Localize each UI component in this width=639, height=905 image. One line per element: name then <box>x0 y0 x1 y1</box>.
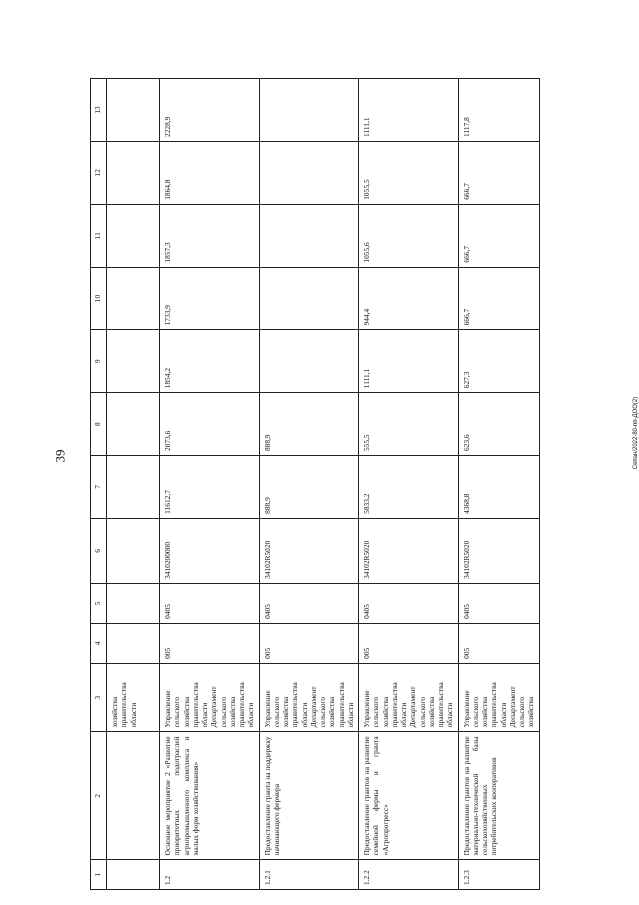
page-number: 39 <box>52 449 68 463</box>
row-c9: 1111,1 <box>359 330 459 393</box>
row-c12: 1055,5 <box>359 141 459 204</box>
row-name: Предоставление грантов на развитие семейной фермы и гранта «Агропрогресс» <box>359 732 459 860</box>
row-c12: 1864,8 <box>160 141 260 204</box>
row-name: Предоставление грантов на развитие материально-технической базы сельскохозяйственных потребительских кооперативов <box>458 732 539 860</box>
row-c4: 005 <box>259 623 359 663</box>
table-row <box>259 79 359 890</box>
row-c12: 666,7 <box>458 141 539 204</box>
column-header: 9 <box>91 330 107 393</box>
column-header: 5 <box>91 583 107 623</box>
column-header: 7 <box>91 456 107 519</box>
row-c4: 005 <box>458 623 539 663</box>
column-header: 3 <box>91 663 107 732</box>
row-c6: 34102R5020 <box>259 518 359 583</box>
row-c7: 5833,2 <box>359 456 459 519</box>
continuation-row <box>107 79 160 890</box>
table-row <box>359 79 459 890</box>
row-c10 <box>259 267 359 330</box>
table-row <box>458 79 539 890</box>
column-header: 2 <box>91 732 107 860</box>
row-c13: 1117,8 <box>458 79 539 142</box>
row-c13: 1111,1 <box>359 79 459 142</box>
column-header: 4 <box>91 623 107 663</box>
row-c11 <box>259 204 359 267</box>
row-name: Основное мероприятие 2 «Развитие приоритетных подотраслей агропромышленного комплекса и малых форм хозяйствования» <box>160 732 260 860</box>
row-c7: 11612,7 <box>160 456 260 519</box>
row-c11: 1055,6 <box>359 204 459 267</box>
column-header: 13 <box>91 79 107 142</box>
row-c10: 1733,9 <box>160 267 260 330</box>
row-c5: 0405 <box>458 583 539 623</box>
document-footer-code: Сепан/2022-80-пп-ДОО(2) <box>633 396 639 470</box>
row-c13 <box>259 79 359 142</box>
row-c7: 888,9 <box>259 456 359 519</box>
row-code: 1.2 <box>160 860 260 890</box>
row-c4: 005 <box>359 623 459 663</box>
row-c5: 0405 <box>259 583 359 623</box>
row-executor: Управление сельского хозяйства правительства области Департамент сельского хозяйства правительства области <box>160 663 260 732</box>
column-header: 1 <box>91 860 107 890</box>
row-c9: 1854,2 <box>160 330 260 393</box>
budget-table <box>90 78 540 890</box>
column-header: 11 <box>91 204 107 267</box>
row-name: Предоставление гранта на поддержку начинающего фермера <box>259 732 359 860</box>
row-c8: 555,5 <box>359 393 459 456</box>
row-c12 <box>259 141 359 204</box>
row-c5: 0405 <box>160 583 260 623</box>
table-row <box>160 79 260 890</box>
row-executor: Управление сельского хозяйства правительства области Департамент сельского хозяйства правительства области <box>259 663 359 732</box>
column-header: 10 <box>91 267 107 330</box>
row-c10: 666,7 <box>458 267 539 330</box>
row-c9: 627,3 <box>458 330 539 393</box>
column-header: 6 <box>91 518 107 583</box>
budget-table-sheet <box>90 78 590 890</box>
row-c6: 3410200000 <box>160 518 260 583</box>
row-c5: 0405 <box>359 583 459 623</box>
column-header: 12 <box>91 141 107 204</box>
row-code: 1.2.2 <box>359 860 459 890</box>
row-c11: 1857,3 <box>160 204 260 267</box>
row-executor: Управление сельского хозяйства правительства области Департамент сельского хозяйства <box>458 663 539 732</box>
row-c13: 2228,9 <box>160 79 260 142</box>
row-c10: 944,4 <box>359 267 459 330</box>
row-code: 1.2.3 <box>458 860 539 890</box>
row-c8: 888,9 <box>259 393 359 456</box>
row-c8: 2073,6 <box>160 393 260 456</box>
header-row <box>91 79 107 890</box>
row-c9 <box>259 330 359 393</box>
row-c11: 666,7 <box>458 204 539 267</box>
row-c6: 34102R5020 <box>458 518 539 583</box>
row-c4: 005 <box>160 623 260 663</box>
continuation-executor: хозяйства правительства области <box>107 663 160 732</box>
row-c7: 4368,8 <box>458 456 539 519</box>
column-header: 8 <box>91 393 107 456</box>
row-executor: Управление сельского хозяйства правительства области Департамент сельского хозяйства правительства области <box>359 663 459 732</box>
row-c8: 623,6 <box>458 393 539 456</box>
row-c6: 34102R5020 <box>359 518 459 583</box>
row-code: 1.2.1 <box>259 860 359 890</box>
